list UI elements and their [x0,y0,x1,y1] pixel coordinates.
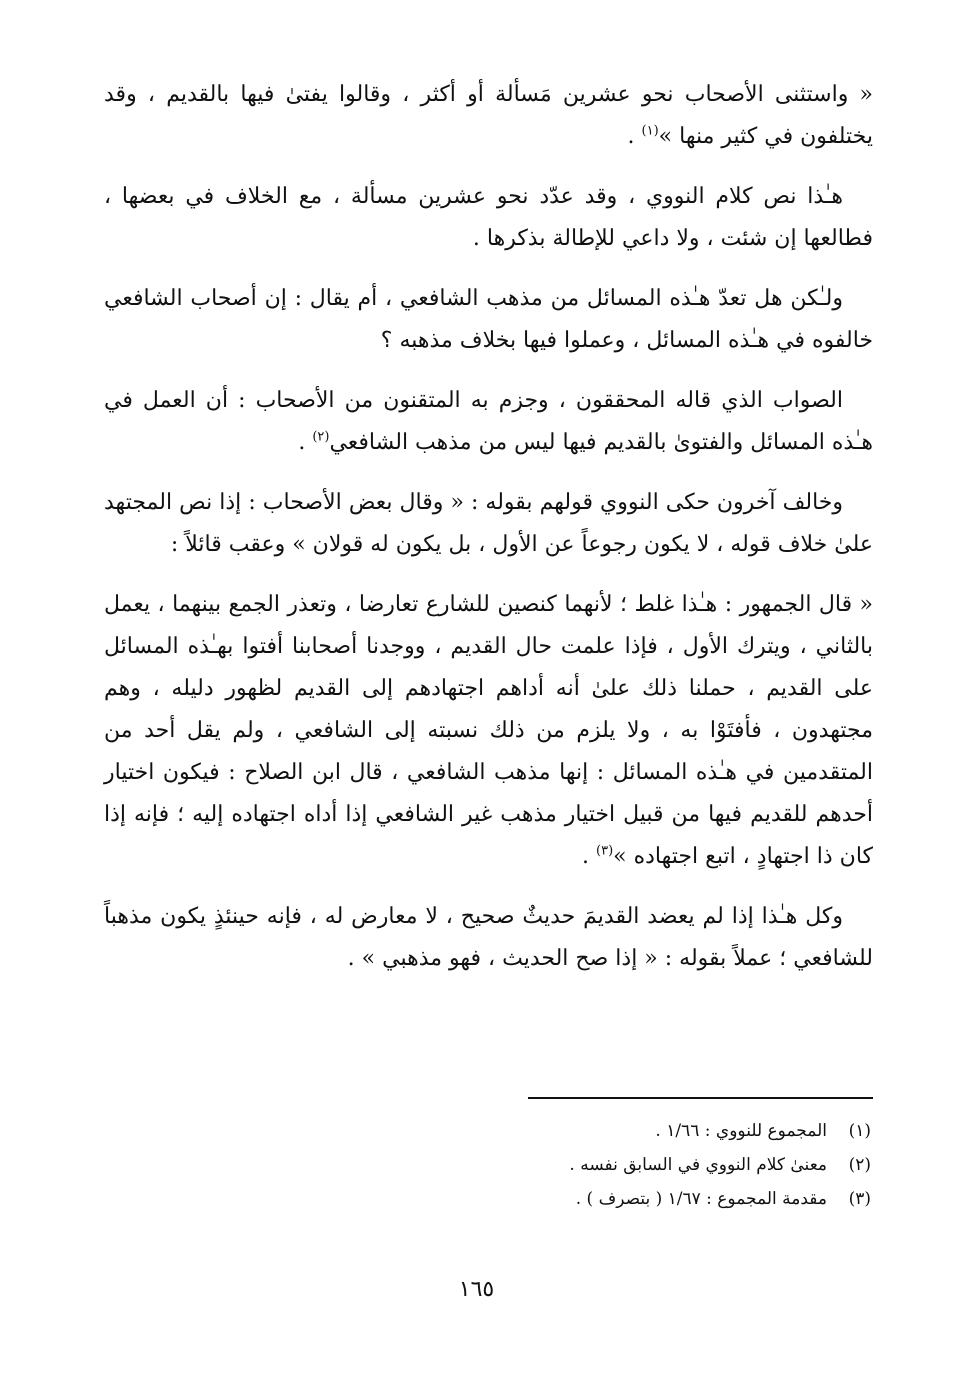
footnote-number: (٣) [848,1189,871,1209]
footnote-text: مقدمة المجموع : ١/٦٧ ( بتصرف ) . [575,1189,827,1209]
footnote-ref-1: (١) [641,123,659,139]
paragraph-7: وكل هـٰذا إذا لم يعضد القديمَ حديثٌ صحيح ، لا معارض له ، فإنه حينئذٍ يكون مذهباً للشافعي ؛ عملاً بقوله : « إذا صح الحديث ، فهو مذهبي » . [104,904,873,971]
page-number: ١٦٥ [458,1277,495,1302]
footnote-text: المجموع للنووي : ١/٦٦ . [655,1121,827,1141]
paragraph-6: « قال الجمهور : هـٰذا غلط ؛ لأنهما كنصين للشارع تعارضا ، وتعذر الجمع بينهما ، يعمل بالثاني ، ويترك الأول ، فإذا علمت حال القديم ، ووجدنا أصحابنا أفتوا بهـٰذه المسائل على القديم ، حملنا ذلك علىٰ أنه أداهم اجتهادهم إلى القديم لظهور دليله ، وهم مجتهدون ، فأفتَوْا به ، ولا يلزم من ذلك نسبته إلى الشافعي ، ولم يقل أحد من المتقدمين في هـٰذه المسائل : إنها مذهب الشافعي ، قال ابن الصلاح : فيكون اختيار أحدهم للقديم فيها من قبيل اختيار مذهب غير الشافعي إذا أداه اجتهاده إليه ؛ فإنه إذا كان ذا اجتهادٍ ، اتبع اجتهاده »$^{(٣)}$ . [104,592,873,869]
footnote-text: معنىٰ كلام النووي في السابق نفسه . [569,1155,827,1175]
body-text [104,74,873,980]
paragraph-4: الصواب الذي قاله المحققون ، وجزم به المتقنون من الأصحاب : أن العمل في هـٰذه المسائل والفتوىٰ بالقديم فيها ليس من مذهب الشافعي$^{(٢)}$ . [104,388,873,455]
paragraph-1: « واستثنى الأصحاب نحو عشرين مَسألة أو أكثر ، وقالوا يفتىٰ فيها بالقديم ، وقد يختلفون في كثير منها »$^{(١)}$ . [104,82,873,149]
footnote-number: (٢) [848,1155,871,1175]
footnotes [104,1114,871,1216]
footnote-number: (١) [848,1121,871,1141]
footnote-ref-2: (٢) [312,429,330,445]
footnote-1 [104,1114,871,1148]
footnote-3 [104,1182,871,1216]
paragraph-5: وخالف آخرون حكى النووي قولهم بقوله : « وقال بعض الأصحاب : إذا نص المجتهد علىٰ خلاف قوله ، لا يكون رجوعاً عن الأول ، بل يكون له قولان » وعقب قائلاً : [104,490,873,557]
paragraph-2: هـٰذا نص كلام النووي ، وقد عدّد نحو عشرين مسألة ، مع الخلاف في بعضها ، فطالعها إن شئت ، ولا داعي للإطالة بذكرها . [104,184,873,251]
paragraph-3: ولـٰكن هل تعدّ هـٰذه المسائل من مذهب الشافعي ، أم يقال : إن أصحاب الشافعي خالفوه في هـٰذه المسائل ، وعملوا فيها بخلاف مذهبه ؟ [104,286,873,353]
footnote-2 [104,1148,871,1182]
footnote-ref-3: (٣) [596,843,614,859]
footnote-divider [528,1097,873,1099]
